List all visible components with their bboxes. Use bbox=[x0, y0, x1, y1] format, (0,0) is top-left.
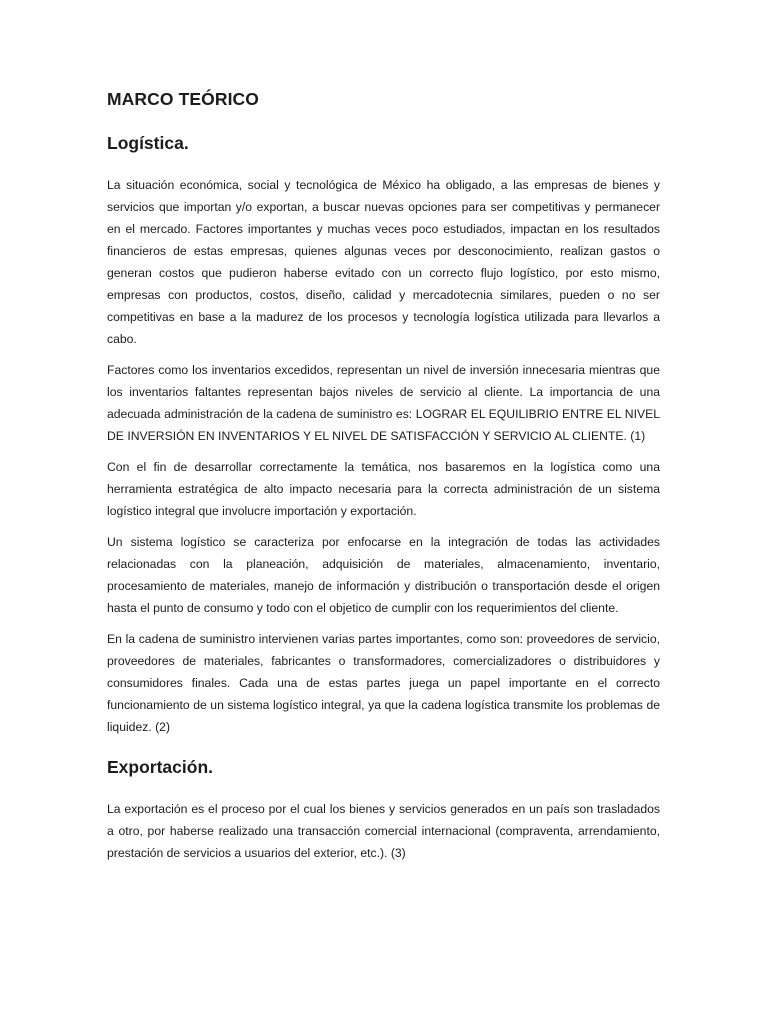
document-page bbox=[107, 86, 660, 864]
section-heading-logistica: Logística. bbox=[107, 133, 189, 153]
paragraph-logistica-5: En la cadena de suministro intervienen varias partes importantes, como son: proveedores de servicio, proveedores de materiales, fabricantes o transformadores, comercializadores o distribuidores y consumidores finales. Cada una de estas partes juega un papel importante en el correcto funcionamiento de un sistema logístico integral, ya que la cadena logística transmite los problemas de liquidez. (2) bbox=[107, 632, 660, 734]
paragraph-logistica-3: Con el fin de desarrollar correctamente la temática, nos basaremos en la logística como una herramienta estratégica de alto impacto necesaria para la correcta administración de un sistema logístico integral que involucre importación y exportación. bbox=[107, 460, 660, 518]
paragraph-logistica-2: Factores como los inventarios excedidos, representan un nivel de inversión innecesaria mientras que los inventarios faltantes representan bajos niveles de servicio al cliente. La importancia de una adecuada administración de la cadena de suministro es: LOGRAR EL EQUILIBRIO ENTRE EL NIVEL DE INVERSIÓN EN INVENTARIOS Y EL NIVEL DE SATISFACCIÓN Y SERVICIO AL CLIENTE. (1) bbox=[107, 363, 660, 443]
paragraph-logistica-1: La situación económica, social y tecnológica de México ha obligado, a las empresas de bienes y servicios que importan y/o exportan, a buscar nuevas opciones para ser competitivas y permanecer en el mercado. Factores importantes y muchas veces poco estudiados, impactan en los resultados financieros de estas empresas, quienes algunas veces por desconocimiento, realizan gastos o generan costos que pudieron haberse evitado con un correcto flujo logístico, por esto mismo, empresas con productos, costos, diseño, calidad y mercadotecnia similares, pueden o no ser competitivas en base a la madurez de los procesos y tecnología logística utilizada para llevarlos a cabo. bbox=[107, 178, 660, 346]
page-title: MARCO TEÓRICO bbox=[107, 89, 259, 109]
section-heading-exportacion: Exportación. bbox=[107, 757, 213, 777]
paragraph-logistica-4: Un sistema logístico se caracteriza por enfocarse en la integración de todas las actividades relacionadas con la planeación, adquisición de materiales, almacenamiento, inventario, procesamiento de materiales, manejo de información y distribución o transportación desde el origen hasta el punto de consumo y todo con el objetico de cumplir con los requerimientos del cliente. bbox=[107, 535, 660, 615]
paragraph-exportacion-1: La exportación es el proceso por el cual los bienes y servicios generados en un país son trasladados a otro, por haberse realizado una transacción comercial internacional (compraventa, arrendamiento, prestación de servicios a usuarios del exterior, etc.). (3) bbox=[107, 802, 660, 860]
